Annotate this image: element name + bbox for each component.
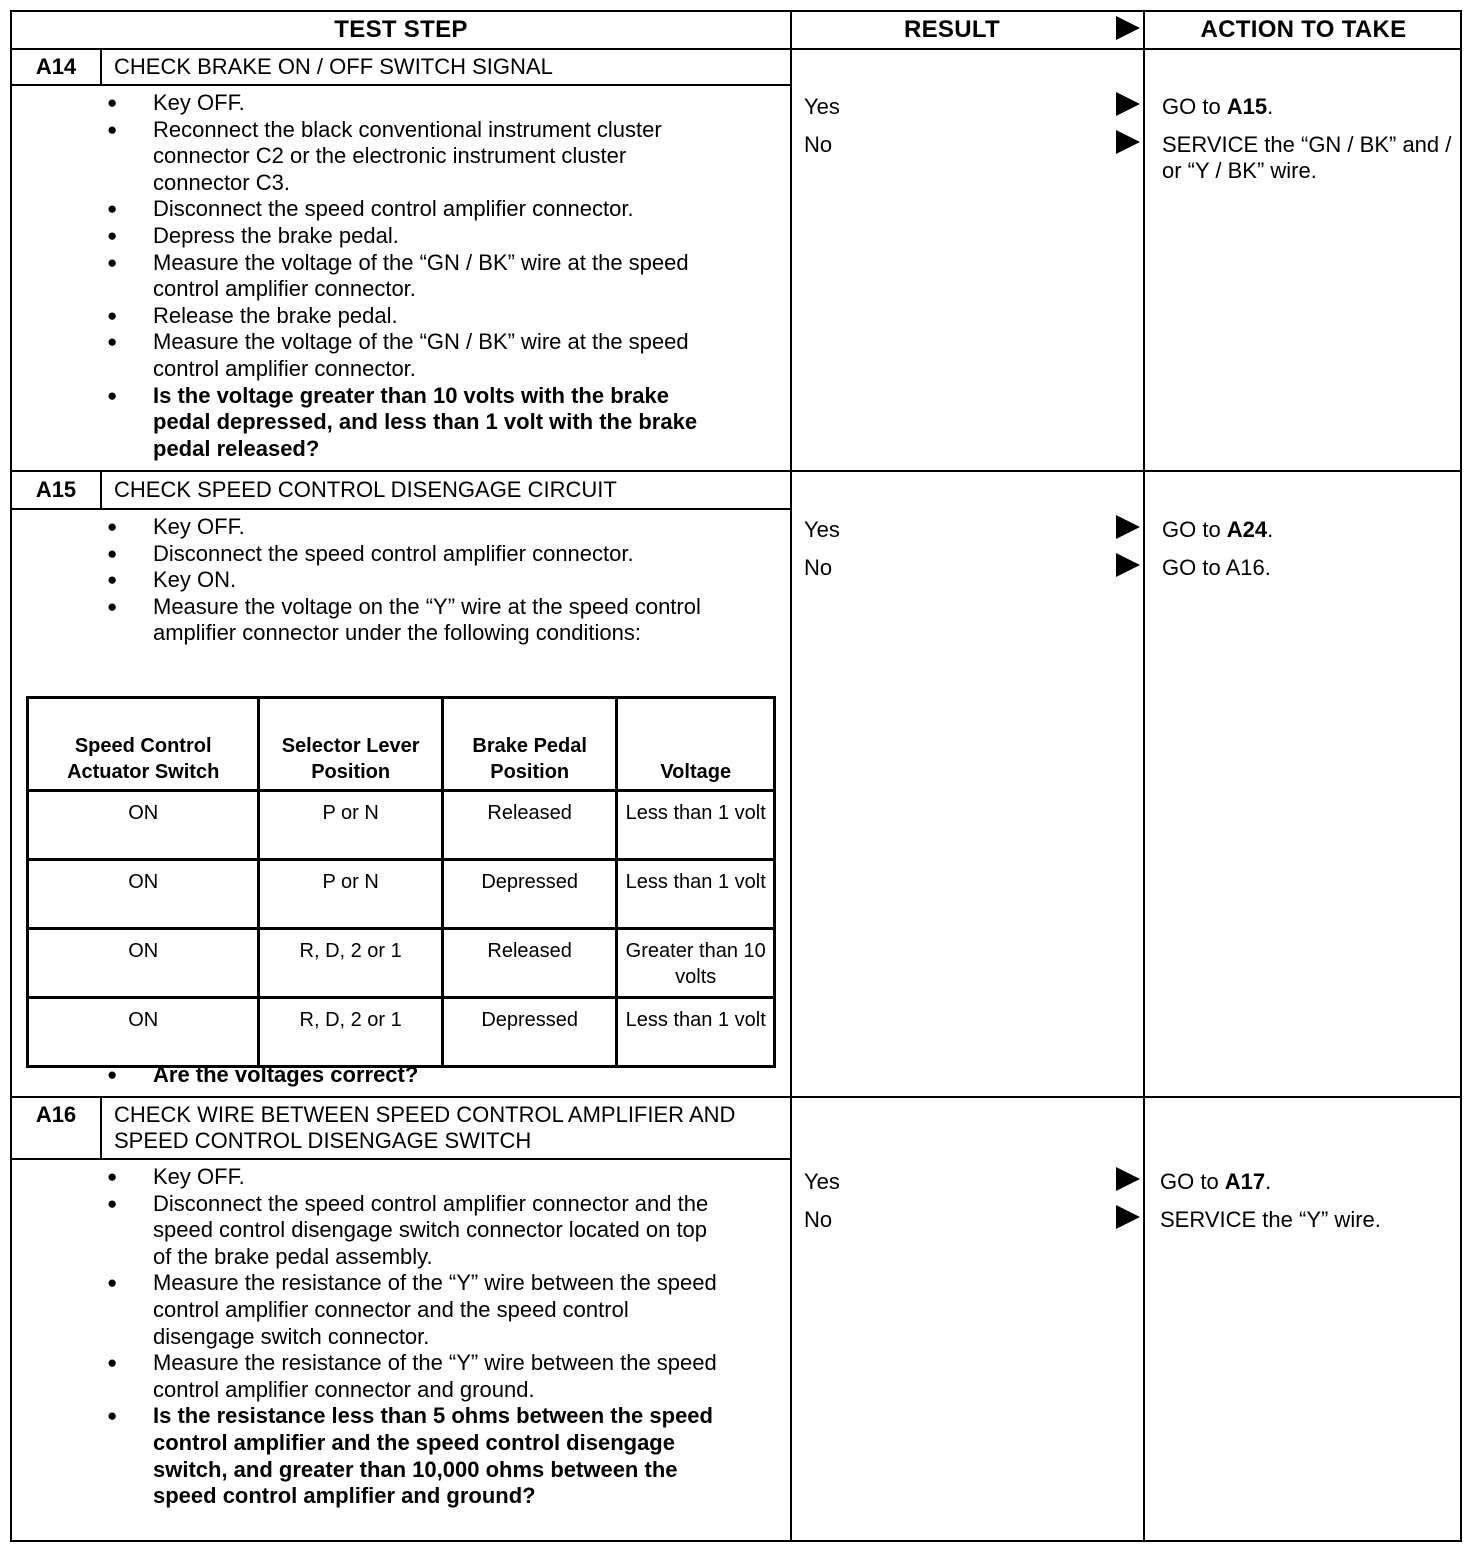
table-cell: R, D, 2 or 1 [259, 998, 443, 1067]
instruction-item: ● Measure the resistance of the “Y” wire between the speed control amplifier connector and the speed control disengage switch connector. [107, 1270, 727, 1350]
instruction-item: ● Key OFF. [107, 514, 727, 541]
result-arrow-icon [1116, 92, 1140, 116]
step-reference: A24 [1226, 517, 1268, 542]
step-title: CHECK BRAKE ON / OFF SWITCH SIGNAL [114, 54, 553, 79]
table-cell: Depressed [442, 860, 617, 929]
table-row [28, 929, 775, 998]
column-divider [790, 12, 792, 1540]
action-text: . [1267, 94, 1274, 119]
header-arrow-icon [1116, 16, 1140, 40]
action-text: GO to [1162, 94, 1227, 119]
instruction-question: ● Is the voltage greater than 10 volts with the brake pedal depressed, and less than 1 volt with the brake pedal released? [107, 383, 727, 463]
table-cell: ON [28, 998, 259, 1067]
table-row [28, 860, 775, 929]
step-title: CHECK SPEED CONTROL DISENGAGE CIRCUIT [114, 477, 617, 502]
action-text: GO to [1162, 517, 1227, 542]
table-row [28, 791, 775, 860]
instruction-item: ● Key ON. [107, 567, 727, 594]
result-header: RESULT [903, 16, 1001, 43]
table-cell: R, D, 2 or 1 [259, 929, 443, 998]
step-id-divider [100, 470, 102, 508]
voltage-conditions-table [26, 696, 776, 1068]
table-header-row [28, 698, 775, 791]
table-cell: ON [28, 860, 259, 929]
instruction-item: ● Key OFF. [107, 90, 727, 117]
table-cell: Greater than 10 volts [617, 929, 775, 998]
table-cell: ON [28, 791, 259, 860]
instruction-item: ● Disconnect the speed control amplifier connector. [107, 196, 727, 223]
column-header: Speed Control Actuator Switch [28, 698, 259, 791]
step-reference: A15 [1226, 94, 1268, 119]
title-rule [12, 508, 790, 510]
step-id: A14 [35, 54, 77, 79]
column-header: Voltage [617, 698, 775, 791]
action-yes [1162, 517, 1273, 543]
action-no: SERVICE the “GN / BK” and / or “Y / BK” wire. [1162, 132, 1452, 183]
instruction-item: ● Disconnect the speed control amplifier connector. [107, 541, 727, 568]
section-rule [12, 470, 1462, 472]
step-question [107, 1062, 727, 1089]
table-cell: Released [442, 791, 617, 860]
instruction-question: ● Are the voltages correct? [107, 1062, 727, 1089]
result-arrow-icon [1116, 1167, 1140, 1191]
column-divider [1143, 12, 1145, 1540]
result-arrow-icon [1116, 1205, 1140, 1229]
table-cell: Less than 1 volt [617, 791, 775, 860]
result-no: No [804, 1207, 833, 1232]
step-instructions [107, 90, 727, 462]
step-reference: A17 [1224, 1169, 1266, 1194]
step-id: A15 [35, 477, 77, 502]
step-instructions [107, 1164, 727, 1510]
result-yes: Yes [804, 517, 840, 542]
table-cell: Less than 1 volt [617, 860, 775, 929]
table-cell: Released [442, 929, 617, 998]
table-cell: P or N [259, 791, 443, 860]
table-cell: Depressed [442, 998, 617, 1067]
diagnostic-table [10, 10, 1462, 1542]
table-cell: P or N [259, 860, 443, 929]
step-instructions [107, 514, 727, 647]
result-no: No [804, 555, 833, 580]
instruction-question: ● Is the resistance less than 5 ohms between the speed control amplifier and the speed control disengage switch, and greater than 10,000 ohms between the speed control amplifier and ground? [107, 1403, 727, 1509]
action-text: . [1265, 1169, 1272, 1194]
instruction-item: ● Depress the brake pedal. [107, 223, 727, 250]
result-arrow-icon [1116, 130, 1140, 154]
action-no: SERVICE the “Y” wire. [1160, 1207, 1381, 1232]
action-no: GO to A16. [1162, 555, 1271, 580]
action-text: . [1267, 517, 1274, 542]
result-yes: Yes [804, 1169, 840, 1194]
step-title: CHECK WIRE BETWEEN SPEED CONTROL AMPLIFIER AND SPEED CONTROL DISENGAGE SWITCH [114, 1102, 736, 1153]
instruction-item: ● Key OFF. [107, 1164, 727, 1191]
column-header: Brake Pedal Position [442, 698, 617, 791]
instruction-item: ● Measure the resistance of the “Y” wire between the speed control amplifier connector and ground. [107, 1350, 727, 1403]
action-header: ACTION TO TAKE [1200, 16, 1407, 43]
result-yes: Yes [804, 94, 840, 119]
instruction-item: ● Measure the voltage of the “GN / BK” wire at the speed control amplifier connector. [107, 250, 727, 303]
table-cell: Less than 1 volt [617, 998, 775, 1067]
step-id-divider [100, 48, 102, 84]
result-arrow-icon [1116, 553, 1140, 577]
table-cell: ON [28, 929, 259, 998]
result-no: No [804, 132, 833, 157]
instruction-item: ● Release the brake pedal. [107, 303, 727, 330]
title-rule [12, 1158, 790, 1160]
step-id: A16 [35, 1102, 77, 1127]
action-yes [1162, 94, 1273, 120]
instruction-item: ● Reconnect the black conventional instrument cluster connector C2 or the electronic instrument cluster connector C3. [107, 117, 727, 197]
action-yes [1160, 1169, 1271, 1195]
column-header: Selector Lever Position [259, 698, 443, 791]
section-rule [12, 1096, 1462, 1098]
instruction-item: ● Measure the voltage of the “GN / BK” wire at the speed control amplifier connector. [107, 329, 727, 382]
instruction-item: ● Disconnect the speed control amplifier connector and the speed control disengage switch connector located on top of the brake pedal assembly. [107, 1191, 727, 1271]
step-id-divider [100, 1096, 102, 1158]
title-rule [12, 84, 790, 86]
table-row [28, 998, 775, 1067]
action-text: GO to [1160, 1169, 1225, 1194]
result-arrow-icon [1116, 515, 1140, 539]
instruction-item: ● Measure the voltage on the “Y” wire at the speed control amplifier connector under the following conditions: [107, 594, 727, 647]
header-rule [12, 48, 1462, 50]
test-step-header: TEST STEP [334, 16, 468, 43]
